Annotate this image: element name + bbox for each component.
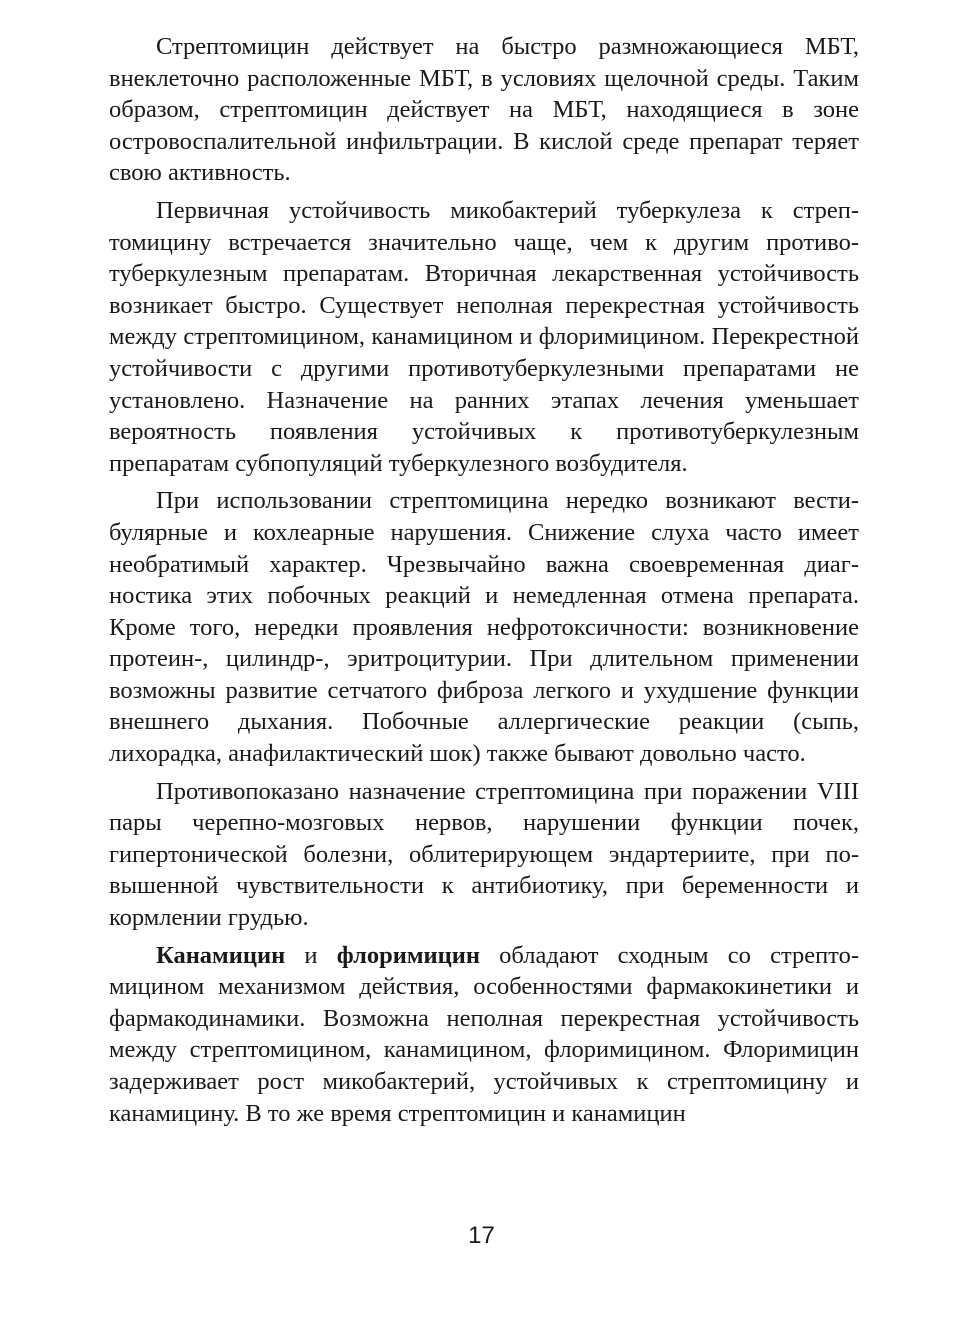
page-number: 17 [468,1222,495,1249]
paragraph-kanamycin-florimycin [109,940,859,1130]
term-florimycin: флоримицин [336,941,480,969]
paragraph-resistance: Первичная устойчивость микобактерий туберкулеза к стрептомицину встречается значительно чаще, чем к другим противотуберкулезным препаратам. Вторичная лекарственная устойчивость возникает быстро. Существует неполная перекрестная устойчивость между стрептомицином, канамицином и флоримицином. Перекрестной устойчивости с другими противотуберкулезными препаратами не установлено. Назначение на ранних этапах лечения уменьшает вероятность появления устойчивых к противотуберкулезным препаратам субпопуляций туберкулезного возбудителя. [109,196,859,477]
page-body [109,31,859,1135]
conjunction: и [285,941,337,969]
paragraph-kanamycin-florimycin-text: обладают сходным со стрептомицином механизмом действия, особенностями фармакокинетики и фармакодинамики. Возможна неполная перекрестная устойчивость между стрептомицином, канамицином, флоримицином. Флоримицин задерживает рост микобактерий, устойчивых к стрептомицину и канамицину. В то же время стрептомицин и канамицин [109,941,859,1127]
paragraph-contraindications: Противопоказано назначение стрептомицина при поражении VIII пары черепно-мозговых нервов, нарушении функции почек, гипертонической болезни, облитерирующем эндартериите, при повышенной чувствительности к антибиотику, при беременности и кормлении грудью. [109,777,859,932]
term-kanamycin: Канамицин [156,941,286,969]
paragraph-streptomycin-action: Стрептомицин действует на быстро размножающиеся МБТ, внеклеточно расположенные МБТ, в условиях щелочной среды. Таким образом, стрептомицин действует на МБТ, находящиеся в зоне островоспалительной инфильтрации. В кислой среде препарат теряет свою активность. [109,33,859,187]
paragraph-side-effects: При использовании стрептомицина нередко возникают вестибулярные и кохлеарные нарушения. Снижение слуха часто имеет необратимый характер. Чрезвычайно важна своевременная диагностика этих побочных реакций и немедленная отмена препарата. Кроме того, нередки проявления нефротоксичности: возникновение протеин-, цилиндр-, эритроцитурии. При длительном применении возможны развитие сетчатого фиброза легкого и ухудшение функции внешнего дыхания. Побочные аллергические реакции (сыпь, лихорадка, анафилактический шок) также бывают довольно часто. [109,487,859,768]
